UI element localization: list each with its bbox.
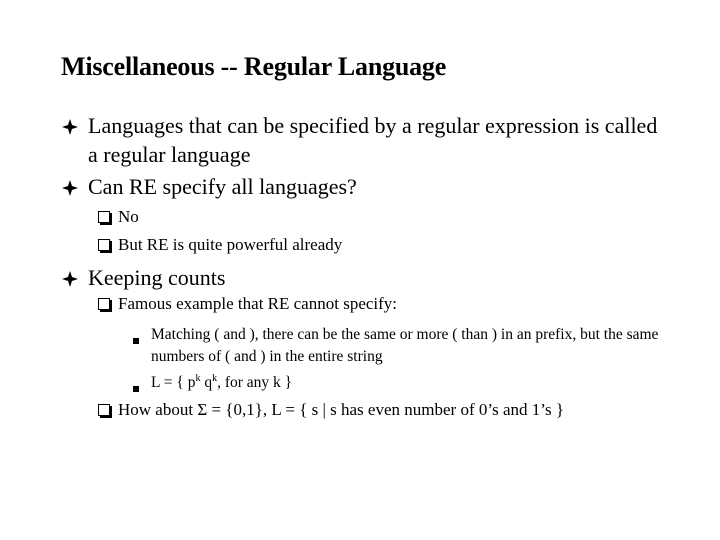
slide-title: Miscellaneous -- Regular Language [61,52,447,81]
bullet-text: Keeping counts [88,265,226,290]
sub-bullet-text: But RE is quite powerful already [118,235,343,254]
sub-bullet-text: Famous example that RE cannot specify: [118,294,398,313]
diamond-bullet-icon [61,263,83,292]
sub-sub-bullet-item [133,324,673,368]
bullet-text: Can RE specify all languages? [88,174,357,199]
sub-bullet-text: How about Σ = {0,1}, L = { s | s has even number of 0’s and 1’s } [118,400,564,419]
diamond-bullet-icon [61,111,83,140]
square-bullet-icon [133,338,139,344]
box-bullet-icon [98,298,110,310]
sub-sub-bullet-text: Matching ( and ), there can be the same or more ( than ) in an prefix, but the same numbers of ( and ) in the entire string [151,326,659,365]
box-bullet-icon [98,211,110,223]
sub-sub-bullet-item [133,372,673,394]
sub-bullet-text: No [118,207,139,226]
bullet-item [61,263,661,292]
bullet-text: Languages that can be specified by a regular expression is called a regular language [88,113,658,167]
box-bullet-icon [98,239,110,251]
sub-bullet-item [98,234,342,256]
sub-bullet-item [98,293,397,315]
square-bullet-icon [133,386,139,392]
sub-bullet-item [98,206,139,228]
box-bullet-icon [98,404,110,416]
sub-bullet-item [98,399,564,421]
diamond-bullet-icon [61,172,83,201]
language-definition: L = { $p^k$ $q^k$, for any k } [151,372,293,391]
bullet-item [61,172,661,201]
bullet-item [61,111,661,169]
